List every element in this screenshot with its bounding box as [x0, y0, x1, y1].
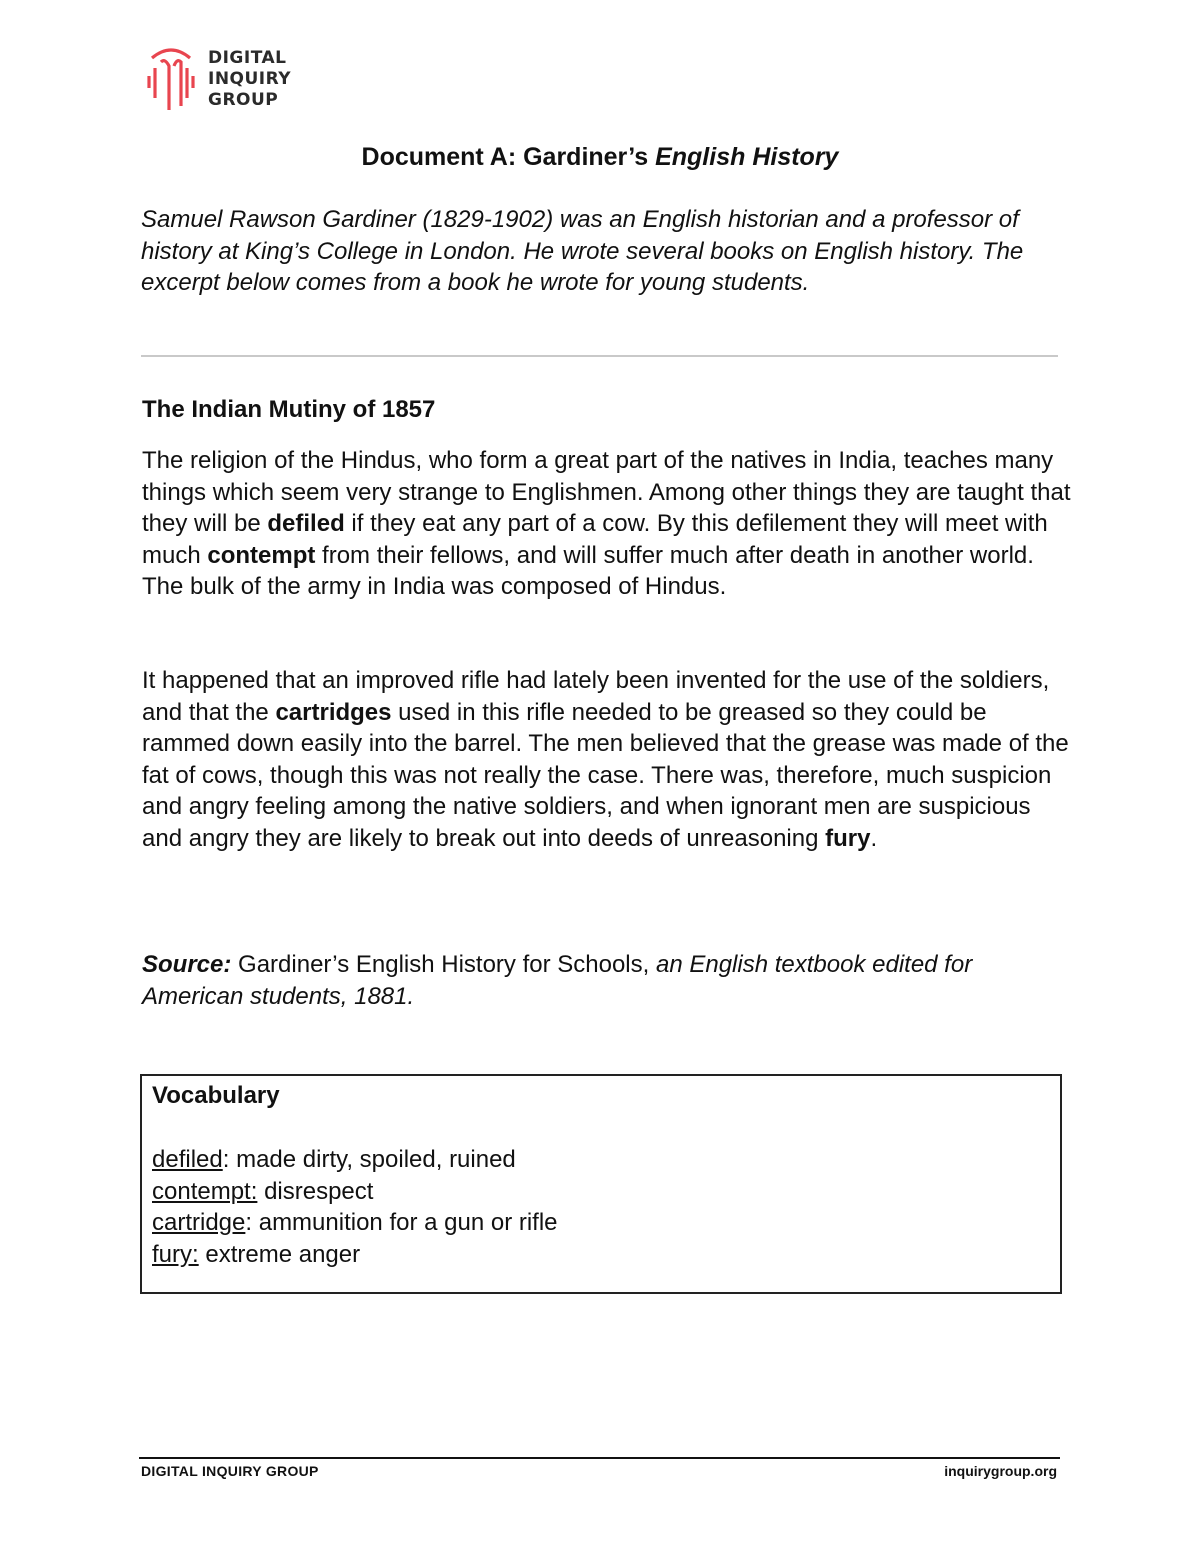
- footer-website: inquirygroup.org: [944, 1463, 1057, 1479]
- divider: [141, 355, 1058, 357]
- vocabulary-term: fury:: [152, 1240, 199, 1268]
- text-run: It happened that an improved rifle had lately been invented for the use of the soldiers, and that the: [142, 667, 1050, 726]
- excerpt-paragraph-1: [142, 445, 1077, 603]
- vocabulary-item: [152, 1176, 1060, 1208]
- vocabulary-definition: made dirty, spoiled, ruined: [236, 1146, 516, 1173]
- source-text: Gardiner’s English History for Schools,: [231, 951, 656, 978]
- logo-line: GROUP: [208, 90, 279, 110]
- logo-wordmark: [208, 48, 291, 111]
- vocab-term-contempt: contempt: [207, 541, 316, 569]
- source-label: Source:: [142, 951, 232, 978]
- section-title: The Indian Mutiny of 1857: [142, 396, 436, 423]
- excerpt-paragraph-2: [142, 665, 1077, 854]
- text-run: The religion of the Hindus, who form a great part of the natives in India, teaches many things which seem very strange to Englishmen. Among other things they are taught that they will be: [142, 447, 1071, 537]
- vocabulary-item: [152, 1207, 1060, 1239]
- vocabulary-title: Vocabulary: [152, 1082, 280, 1109]
- vocabulary-sep: :: [222, 1146, 237, 1173]
- text-run: .: [870, 824, 878, 852]
- dig-logo: [146, 46, 291, 112]
- document-title: [0, 140, 1200, 174]
- vocabulary-box: [140, 1074, 1062, 1294]
- document-title-prefix: Document A: Gardiner’s: [361, 143, 656, 171]
- text-run: if they eat any part of a cow. By this defilement they will meet with much: [142, 510, 1048, 569]
- vocabulary-item: [152, 1239, 1060, 1271]
- text-run: used in this rifle needed to be greased so they could be rammed down easily into the barrel. The men believed that the grease was made of the fat of cows, though this was not really the case. There was, therefore, much suspicion and angry feeling among the native soldiers, and when ignorant men are suspicious and angry they are likely to break out into deeds of unreasoning: [142, 698, 1069, 852]
- vocab-term-cartridges: cartridges: [275, 698, 392, 726]
- footer-rule: [139, 1457, 1060, 1459]
- logo-line: INQUIRY: [208, 69, 292, 89]
- footer-organization: DIGITAL INQUIRY GROUP: [141, 1463, 319, 1479]
- vocabulary-definition: ammunition for a gun or rifle: [258, 1209, 558, 1236]
- vocabulary-definition: extreme anger: [205, 1240, 361, 1268]
- vocabulary-definition: disrespect: [264, 1177, 374, 1205]
- vocabulary-item: [152, 1144, 1060, 1176]
- source-italic: an English textbook edited for American students, 1881.: [142, 951, 973, 1010]
- vocabulary-term: contempt:: [152, 1177, 258, 1205]
- document-title-italic: English History: [655, 143, 839, 171]
- dig-logo-icon: [146, 46, 196, 112]
- vocabulary-term: defiled: [152, 1146, 223, 1173]
- vocabulary-sep: :: [245, 1209, 259, 1236]
- text-run: from their fellows, and will suffer much after death in another world. The bulk of the army in India was composed of Hindus.: [142, 541, 1034, 600]
- document-intro: Samuel Rawson Gardiner (1829-1902) was an English historian and a professor of history at King’s College in London. He wrote several books on English history. The excerpt below comes from a book he wrote for young students.: [141, 206, 1024, 296]
- logo-line: DIGITAL: [208, 48, 287, 68]
- vocab-term-fury: fury: [825, 824, 871, 852]
- vocabulary-term: cartridge: [152, 1209, 246, 1236]
- source-citation: [142, 949, 1077, 1013]
- vocab-term-defiled: defiled: [267, 510, 345, 537]
